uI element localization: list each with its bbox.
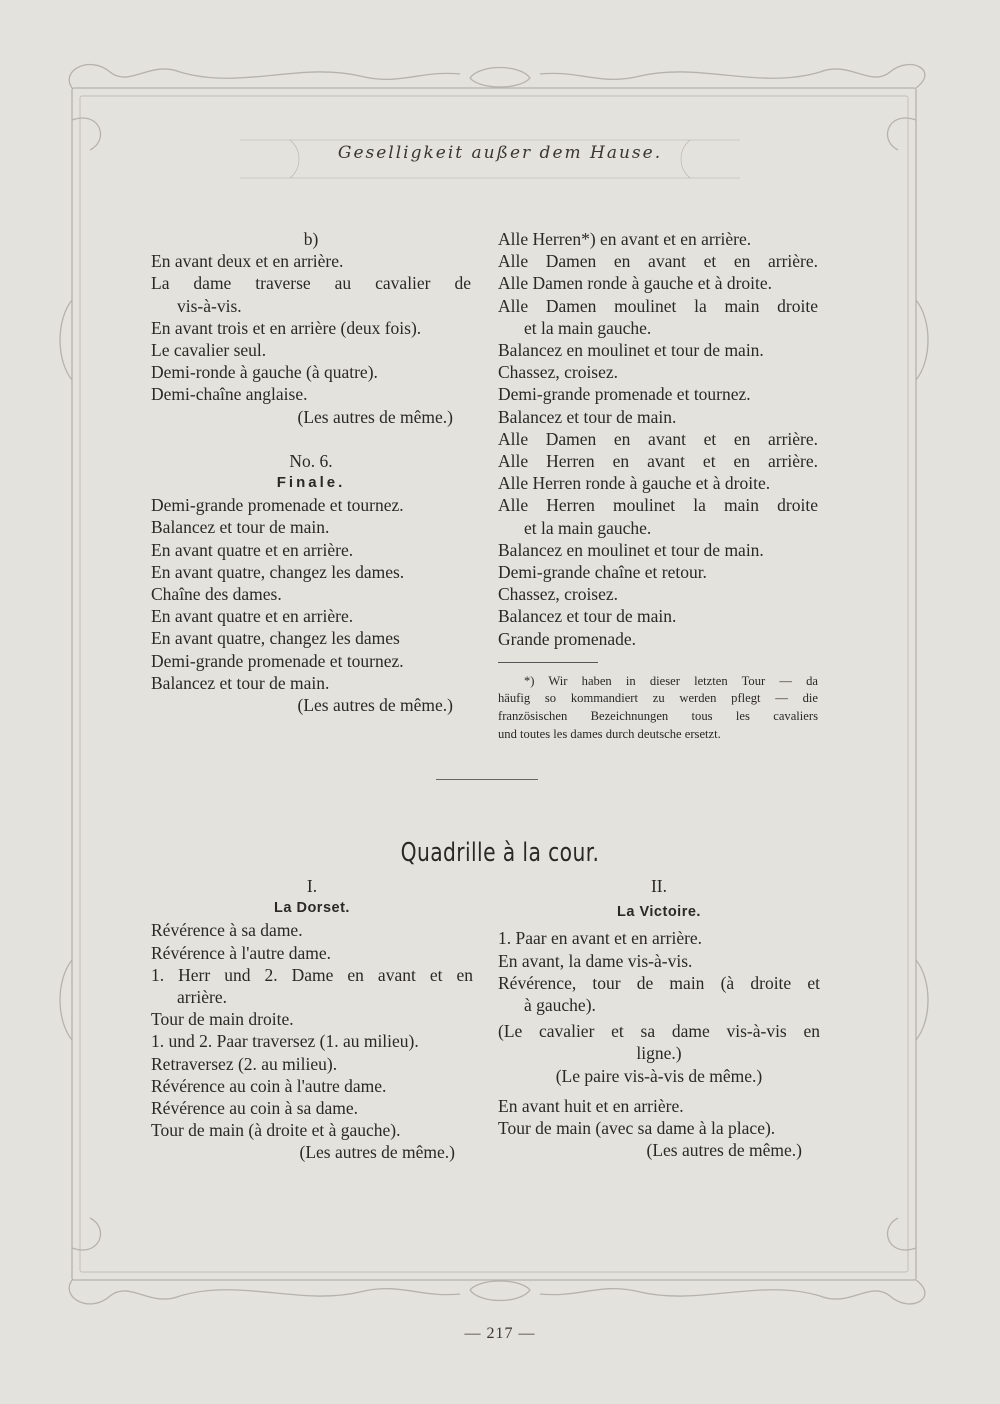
part2-column — [498, 875, 820, 1161]
text-line: En avant huit et en arrière. — [498, 1095, 684, 1116]
text-line: (Le paire vis-à-vis de même.) — [555, 1065, 763, 1086]
text-line: Chassez, croisez. — [498, 362, 619, 383]
footnote-line: französischen Bezeichnungen tous les cavaliers — [498, 709, 818, 724]
text-line: (Le cavalier et sa dame vis-à-vis en — [498, 1021, 820, 1042]
text-line: Alle Damen moulinet la main droite — [498, 295, 818, 316]
text-line: Balancez en moulinet et tour de main. — [498, 340, 764, 361]
text-line: Tour de main droite. — [151, 1009, 294, 1030]
section-b-heading: b) — [303, 229, 319, 249]
text-line: Chassez, croisez. — [498, 584, 619, 605]
text-line: En avant quatre et en arrière. — [151, 606, 354, 627]
text-line: 1. Herr und 2. Dame en avant et en — [151, 964, 473, 985]
text-line: Le cavalier seul. — [151, 340, 267, 361]
text-line: et la main gauche. — [524, 517, 652, 538]
text-line: Alle Herren*) en avant et en arrière. — [498, 229, 752, 249]
text-line: Alle Damen en avant et en arrière. — [498, 428, 818, 449]
footnote-line: häufig so kommandiert zu werden pflegt — die — [498, 691, 818, 706]
footnote-line: und toutes les dames durch deutsche ersetzt. — [498, 726, 721, 741]
text-line: 1. Paar en avant et en arrière. — [498, 928, 703, 949]
text-line: Demi-chaîne anglaise. — [151, 384, 308, 405]
text-line: vis-à-vis. — [177, 295, 242, 316]
part2-numeral: II. — [650, 876, 668, 896]
text-line: Alle Herren en avant et en arrière. — [498, 451, 818, 472]
text-line: Demi-grande promenade et tournez. — [151, 650, 404, 671]
text-line: Révérence au coin à sa dame. — [151, 1098, 358, 1119]
text-line: Balancez et tour de main. — [151, 517, 330, 538]
finale-heading: Finale. — [276, 474, 346, 492]
text-line: En avant, la dame vis-à-vis. — [498, 950, 693, 971]
text-line: Tour de main (avec sa dame à la place). — [498, 1118, 776, 1139]
no6-heading: No. 6. — [289, 450, 333, 471]
text-line: Tour de main (à droite et à gauche). — [151, 1120, 401, 1141]
text-line: La dame traverse au cavalier de — [151, 273, 471, 294]
text-line: à gauche). — [524, 995, 596, 1016]
text-line: Balancez et tour de main. — [498, 606, 677, 627]
text-line: En avant quatre, changez les dames. — [151, 561, 405, 582]
text-line: Retraversez (2. au milieu). — [151, 1053, 338, 1074]
text-line: En avant quatre et en arrière. — [151, 539, 354, 560]
text-line: Grande promenade. — [498, 628, 636, 649]
left-column — [151, 228, 471, 716]
text-line: Révérence au coin à l'autre dame. — [151, 1075, 387, 1096]
part1-numeral: I. — [306, 876, 318, 896]
text-line: arrière. — [177, 987, 228, 1008]
finale-lines — [151, 494, 471, 694]
text-line: Alle Herren ronde à gauche et à droite. — [498, 473, 771, 494]
section-title: Quadrille à la cour. — [400, 838, 600, 868]
text-line: et la main gauche. — [524, 317, 652, 338]
text-line: Demi-grande promenade et tournez. — [498, 384, 751, 405]
text-line: Alle Herren moulinet la main droite — [498, 495, 818, 516]
running-header: Geselligkeit außer dem Hause. — [337, 143, 663, 163]
section-b-closing: (Les autres de même.) — [297, 406, 453, 427]
text-line: 1. und 2. Paar traversez (1. au milieu). — [151, 1031, 419, 1052]
text-line: Révérence à sa dame. — [151, 920, 303, 941]
finale-closing: (Les autres de même.) — [297, 695, 453, 716]
text-line: Demi-grande chaîne et retour. — [498, 562, 707, 583]
part1-closing: (Les autres de même.) — [299, 1142, 455, 1163]
footnote-divider — [498, 662, 598, 663]
part2-closing: (Les autres de même.) — [646, 1140, 802, 1161]
text-line: Balancez et tour de main. — [151, 672, 330, 693]
footnote — [498, 673, 818, 743]
text-line: En avant trois et en arrière (deux fois). — [151, 317, 422, 338]
page-number: — 217 — — [464, 1325, 536, 1342]
section-b-lines — [151, 250, 471, 405]
text-line: Alle Damen en avant et en arrière. — [498, 251, 818, 272]
text-line: Révérence à l'autre dame. — [151, 942, 331, 963]
text-line: En avant deux et en arrière. — [151, 251, 344, 272]
text-line: Demi-ronde à gauche (à quatre). — [151, 362, 378, 383]
footnote-line: *) Wir haben in dieser letzten Tour — da — [524, 673, 818, 688]
text-line: Chaîne des dames. — [151, 584, 282, 605]
text-line: Balancez en moulinet et tour de main. — [498, 539, 764, 560]
part1-column — [151, 875, 473, 1164]
text-line: ligne.) — [636, 1043, 682, 1064]
text-line: Alle Damen ronde à gauche et à droite. — [498, 273, 773, 294]
part1-subtitle: La Dorset. — [274, 900, 350, 917]
text-line: En avant quatre, changez les dames — [151, 628, 400, 649]
section-divider — [436, 779, 538, 780]
text-line: Demi-grande promenade et tournez. — [151, 495, 404, 516]
part2-subtitle: La Victoire. — [617, 904, 701, 921]
right-column — [498, 228, 818, 743]
text-line: Révérence, tour de main (à droite et — [498, 972, 820, 993]
text-line: Balancez et tour de main. — [498, 406, 677, 427]
